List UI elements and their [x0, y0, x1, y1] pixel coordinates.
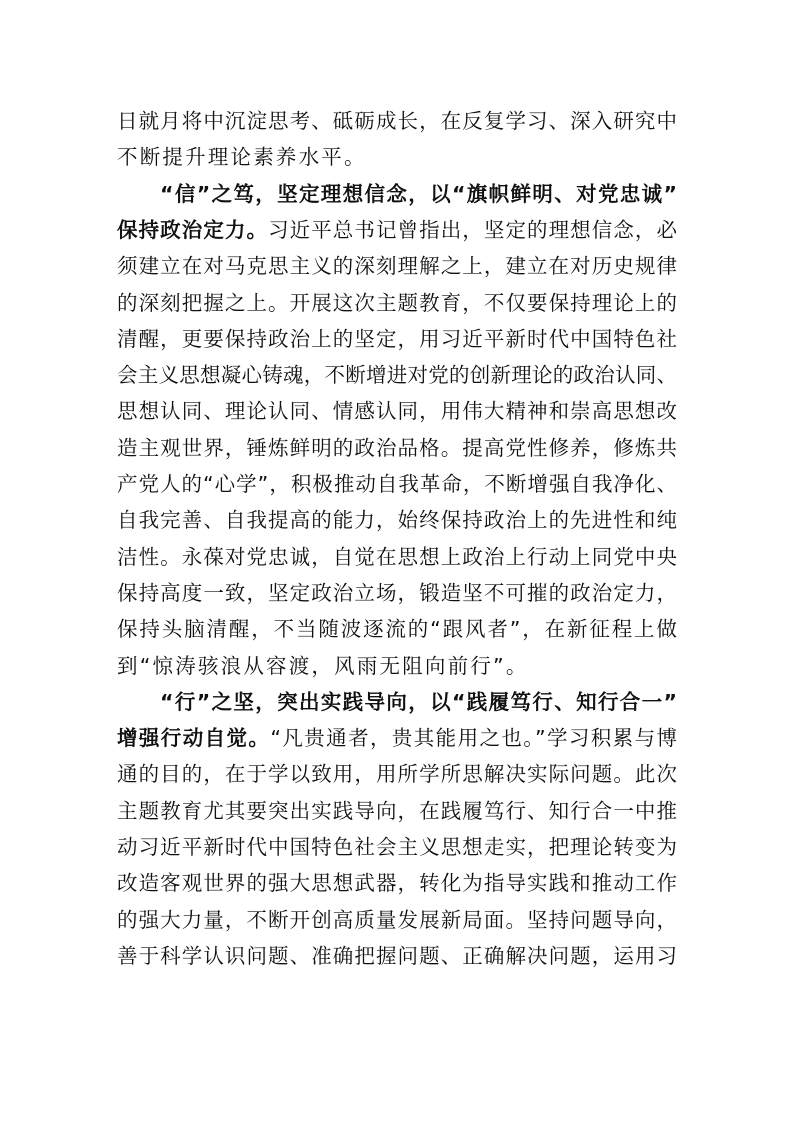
- text-line: [117, 327, 677, 363]
- body-text: 造主观世界，锤炼鲜明的政治品格。提高党性修养，修炼共: [117, 435, 677, 460]
- text-line: [117, 726, 677, 762]
- body-text: 洁性。永葆对党忠诚，自觉在思想上政治上行动上同党中央: [117, 544, 677, 569]
- text-line: [117, 508, 677, 544]
- body-text: 不断提升理论素养水平。: [117, 145, 367, 170]
- text-line: [117, 254, 677, 290]
- bold-heading-text: “信”之笃，坚定理想信念，以“旗帜鲜明、对党忠诚”: [160, 181, 677, 206]
- text-line: [160, 182, 677, 218]
- body-text: 通的目的，在于学以致用，用所学所思解决实际问题。此次: [117, 762, 677, 787]
- body-text: 到“惊涛骇浪从容渡，风雨无阻向前行”。: [117, 653, 529, 678]
- body-text: “凡贵通者，贵其能用之也。”学习积累与博: [270, 726, 677, 751]
- body-text: 思想认同、理论认同、情感认同，用伟大精神和崇高思想改: [117, 399, 677, 424]
- text-line: [117, 218, 677, 254]
- text-line: [117, 944, 677, 980]
- text-line: [117, 835, 677, 871]
- body-text: 的强大力量，不断开创高质量发展新局面。坚持问题导向，: [117, 907, 677, 932]
- body-text: 善于科学认识问题、准确把握问题、正确解决问题，运用习: [117, 943, 677, 968]
- text-line: [117, 871, 677, 907]
- body-text: 须建立在对马克思主义的深刻理解之上，建立在对历史规律: [117, 254, 677, 279]
- bold-heading-text: 保持政治定力。: [117, 217, 269, 242]
- body-text: 自我完善、自我提高的能力，始终保持政治上的先进性和纯: [117, 508, 677, 533]
- body-text: 保持头脑清醒，不当随波逐流的“跟风者”，在新征程上做: [117, 617, 677, 642]
- body-text: 动习近平新时代中国特色社会主义思想走实，把理论转变为: [117, 835, 677, 859]
- text-line: [117, 472, 677, 508]
- body-text: 习近平总书记曾指出，坚定的理想信念，必: [268, 217, 678, 242]
- text-line: [117, 436, 677, 472]
- body-text: 清醒，更要保持政治上的坚定，用习近平新时代中国特色社: [117, 326, 677, 351]
- text-line: [117, 908, 677, 944]
- bold-heading-text: 增强行动自觉。: [117, 726, 271, 751]
- text-line: [117, 545, 677, 581]
- body-text: 产党人的“心学”，积极推动自我革命，不断增强自我净化、: [117, 472, 677, 496]
- text-line: [117, 762, 677, 798]
- text-line: [117, 799, 677, 835]
- text-line: [117, 617, 677, 653]
- body-text: 改造客观世界的强大思想武器，转化为指导实践和推动工作: [117, 871, 677, 896]
- body-text: 的深刻把握之上。开展这次主题教育，不仅要保持理论上的: [117, 290, 677, 315]
- text-line: [117, 581, 677, 617]
- text-line: [117, 654, 677, 690]
- text-line: [117, 109, 677, 145]
- body-text: 会主义思想凝心铸魂，不断增进对党的创新理论的政治认同、: [117, 363, 677, 388]
- body-text: 主题教育尤其要突出实践导向，在践履笃行、知行合一中推: [117, 798, 677, 823]
- text-line: [160, 690, 677, 726]
- bold-heading-text: “行”之坚，突出实践导向，以“践履笃行、知行合一”: [160, 689, 677, 714]
- body-text: 保持高度一致，坚定政治立场，锻造坚不可摧的政治定力，: [117, 580, 677, 605]
- text-line: [117, 145, 677, 181]
- text-line: [117, 363, 677, 399]
- text-line: [117, 291, 677, 327]
- body-text: 日就月将中沉淀思考、砥砺成长，在反复学习、深入研究中: [117, 109, 677, 133]
- text-line: [117, 399, 677, 435]
